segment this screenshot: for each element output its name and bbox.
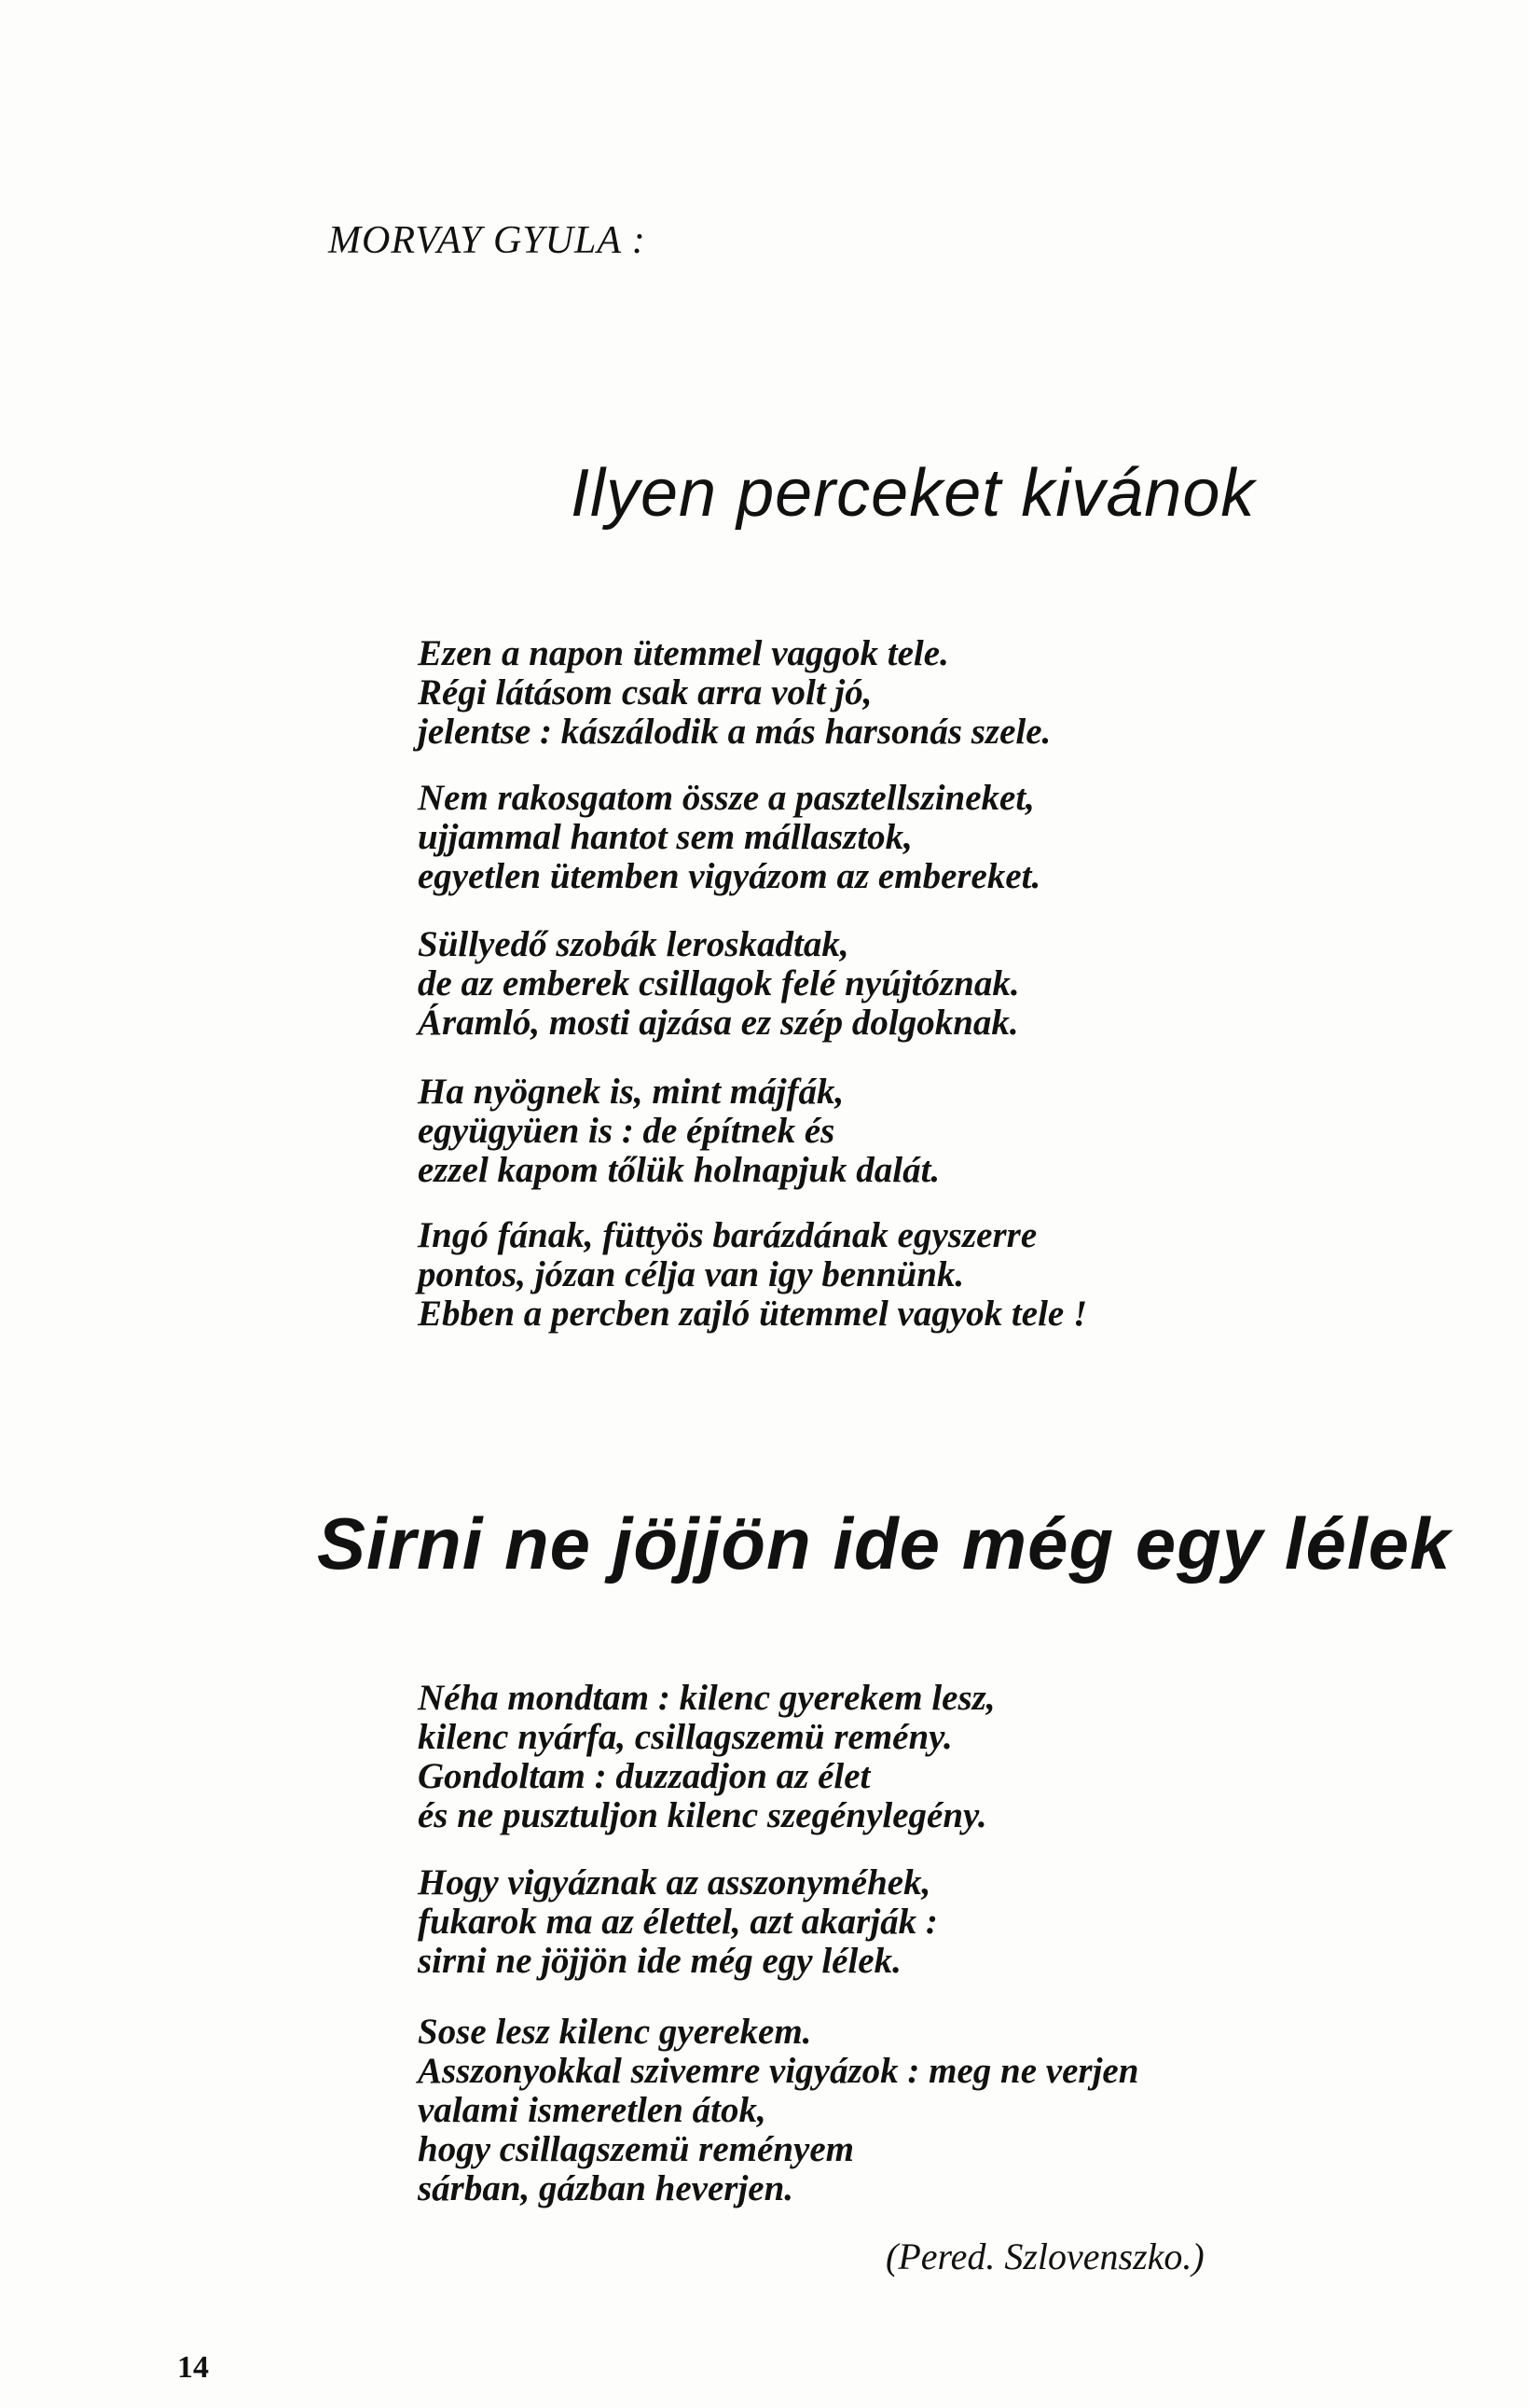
verse-line: Sose lesz kilenc gyerekem. — [418, 2012, 812, 2052]
verse-line: Áramló, mosti ajzása ez szép dolgoknak. — [418, 1003, 1019, 1043]
verse-line: valami ismeretlen átok, — [418, 2090, 766, 2130]
poem2-stanza-1 — [418, 1679, 996, 1835]
verse-line: sirni ne jöjjön ide még egy lélek. — [418, 1941, 902, 1981]
verse-line: sárban, gázban heverjen. — [418, 2168, 794, 2208]
verse-line: Süllyedő szobák leroskadtak, — [418, 924, 849, 964]
poem1-stanza-4 — [418, 1073, 940, 1190]
verse-line: Hogy vigyáznak az asszonyméhek, — [418, 1862, 931, 1903]
poem1-stanza-3 — [418, 925, 1020, 1043]
verse-line: egyetlen ütemben vigyázom az embereket. — [418, 856, 1041, 896]
poem1-stanza-1 — [418, 634, 1051, 752]
verse-line: ezzel kapom tőlük holnapjuk dalát. — [418, 1150, 941, 1190]
verse-line: Ingó fának, füttyös barázdának egyszerre — [418, 1215, 1038, 1255]
verse-line: fukarok ma az élettel, azt akarják : — [418, 1902, 938, 1942]
poem-title-1: Ilyen perceket kivánok — [571, 456, 1256, 531]
poem1-stanza-2 — [418, 779, 1040, 896]
verse-line: Gondoltam : duzzadjon az élet — [418, 1756, 871, 1796]
poem1-stanza-5 — [418, 1216, 1087, 1334]
verse-line: de az emberek csillagok felé nyújtóznak. — [418, 963, 1020, 1003]
verse-line: Asszonyokkal szivemre vigyázok : meg ne verjen — [418, 2051, 1139, 2091]
verse-line: Ezen a napon ütemmel vaggok tele. — [418, 633, 949, 673]
page-number: 14 — [177, 2350, 209, 2385]
poem2-stanza-3 — [418, 2013, 1138, 2208]
author-name: MORVAY GYULA : — [328, 219, 646, 262]
verse-line: Nem rakosgatom össze a pasztellszineket, — [418, 778, 1035, 818]
verse-line: Néha mondtam : kilenc gyerekem lesz, — [418, 1678, 996, 1718]
verse-line: ujjammal hantot sem mállasztok, — [418, 817, 913, 857]
poem2-stanza-2 — [418, 1863, 938, 1981]
poem-signature: (Pered. Szlovenszko.) — [886, 2235, 1205, 2277]
verse-line: és ne pusztuljon kilenc szegénylegény. — [418, 1795, 987, 1835]
verse-line: Régi látásom csak arra volt jó, — [418, 672, 873, 713]
verse-line: Ebben a percben zajló ütemmel vagyok tele ! — [418, 1294, 1088, 1334]
verse-line: együgyüen is : de építnek és — [418, 1111, 835, 1151]
verse-line: hogy csillagszemü reményem — [418, 2129, 854, 2169]
verse-line: pontos, józan célja van igy bennünk. — [418, 1254, 965, 1294]
poem-title-2: Sirni ne jöjjön ide még egy lélek — [317, 1502, 1452, 1585]
verse-line: kilenc nyárfa, csillagszemü remény. — [418, 1717, 953, 1757]
verse-line: jelentse : kászálodik a más harsonás szele. — [418, 712, 1052, 752]
verse-line: Ha nyögnek is, mint májfák, — [418, 1072, 845, 1112]
